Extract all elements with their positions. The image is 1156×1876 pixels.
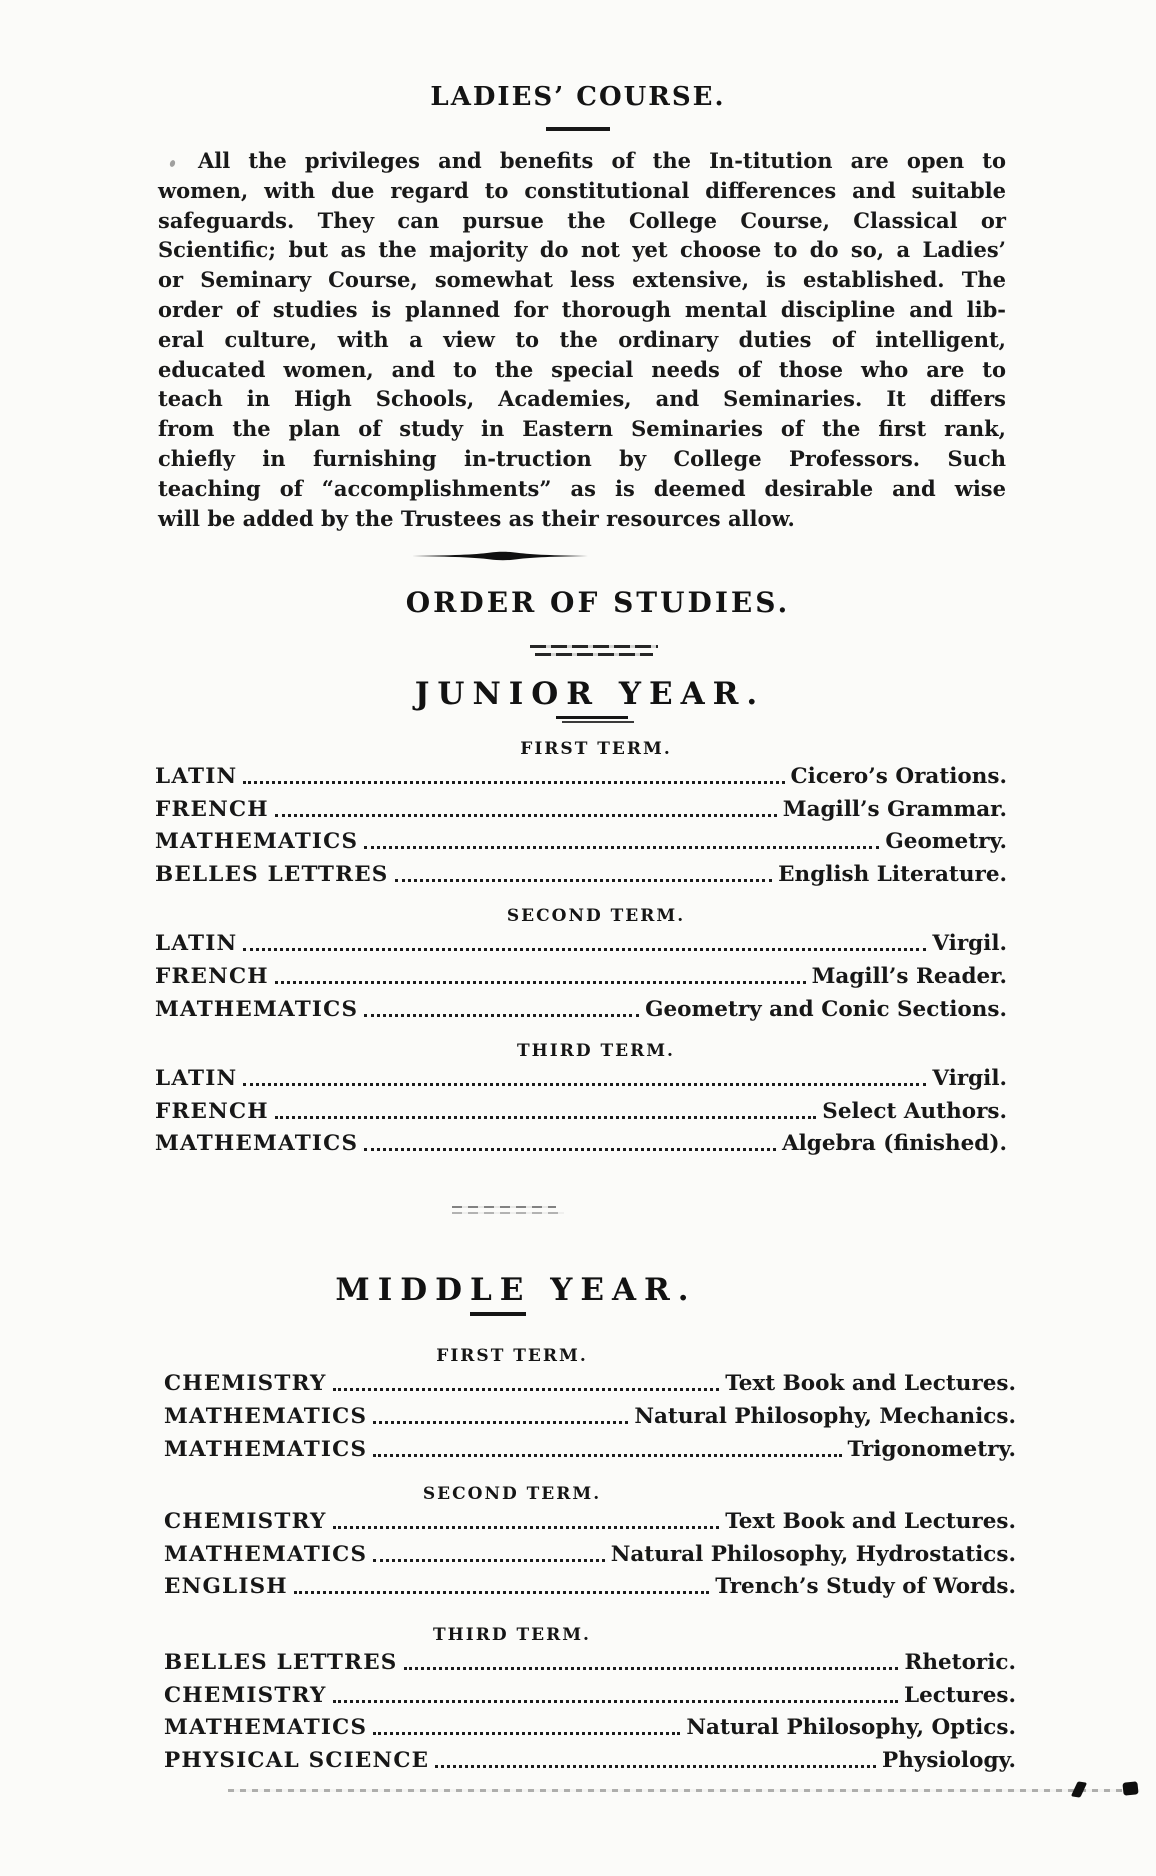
paragraph-line: chiefly in furnishing in-truction by College Professors. Such [158, 445, 1006, 471]
paragraph-line: eral culture, with a view to the ordinary duties of intelligent, [158, 326, 1006, 352]
course-title: Rhetoric. [904, 1650, 1016, 1676]
paragraph-line: from the plan of study in Eastern Seminaries of the first rank, [158, 416, 1006, 442]
term-heading: SECOND TERM. [422, 1484, 602, 1505]
course-row [164, 1371, 1016, 1404]
paragraph-line: women, with due regard to constitutional differences and suitable [158, 177, 1006, 203]
course-title: Geometry. [885, 829, 1007, 855]
dot-leader [373, 1715, 680, 1735]
dot-leader [333, 1683, 898, 1703]
course-row [155, 1099, 1007, 1132]
course-list [155, 764, 1007, 894]
course-title: Text Book and Lectures. [725, 1371, 1016, 1397]
course-subject: LATIN [155, 931, 238, 957]
course-row [155, 1131, 1007, 1164]
dot-leader [435, 1748, 876, 1768]
course-title: Magill’s Reader. [811, 964, 1007, 990]
paragraph-line: or Seminary Course, somewhat less extensive, is established. The [158, 267, 1006, 293]
dot-leader [373, 1542, 604, 1562]
course-row [164, 1437, 1016, 1470]
course-subject: MATHEMATICS [155, 996, 359, 1022]
dot-leader [243, 931, 926, 951]
dot-leader [294, 1574, 709, 1594]
paragraph-line: safeguards. They can pursue the College Course, Classical or [158, 207, 1006, 233]
middle-year-heading: MIDDLE YEAR. [335, 1271, 697, 1308]
course-title: Natural Philosophy, Hydrostatics. [610, 1541, 1016, 1567]
dot-leader [404, 1650, 899, 1670]
dot-leader [333, 1509, 720, 1529]
course-subject: FRENCH [155, 796, 269, 822]
course-subject: MATHEMATICS [164, 1541, 368, 1567]
course-title: Natural Philosophy, Optics. [686, 1715, 1016, 1741]
course-subject: BELLES LETTRES [155, 861, 389, 887]
course-row [164, 1748, 1016, 1781]
course-subject: FRENCH [155, 1098, 269, 1124]
paragraph-line: will be added by the Trustees as their resources allow. [158, 505, 795, 531]
faint-divider [452, 1206, 556, 1214]
course-title: Algebra (finished). [781, 1131, 1007, 1157]
course-subject: ENGLISH [164, 1574, 288, 1600]
dot-leader [333, 1371, 720, 1391]
course-row [155, 1066, 1007, 1099]
course-subject: MATHEMATICS [164, 1715, 368, 1741]
course-title: Magill’s Grammar. [782, 796, 1007, 822]
course-row [164, 1650, 1016, 1683]
course-list [164, 1650, 1016, 1780]
course-subject: MATHEMATICS [164, 1404, 368, 1430]
course-title: English Literature. [778, 861, 1007, 887]
course-title: Text Book and Lectures. [725, 1509, 1016, 1535]
course-subject: CHEMISTRY [164, 1371, 327, 1397]
course-title: Lectures. [903, 1682, 1016, 1708]
course-row [164, 1574, 1016, 1607]
course-row [155, 964, 1007, 997]
course-subject: FRENCH [155, 964, 269, 990]
term-heading: FIRST TERM. [436, 1346, 588, 1367]
course-subject: BELLES LETTRES [164, 1650, 398, 1676]
dot-leader [364, 829, 879, 849]
course-subject: MATHEMATICS [155, 829, 359, 855]
course-list [164, 1509, 1016, 1607]
dot-leader [243, 1066, 926, 1086]
course-subject: MATHEMATICS [164, 1436, 368, 1462]
term-heading: THIRD TERM. [517, 1041, 675, 1062]
course-row [164, 1509, 1016, 1542]
course-title: Virgil. [932, 1066, 1007, 1092]
term-heading: THIRD TERM. [433, 1625, 591, 1646]
course-subject: CHEMISTRY [164, 1509, 327, 1535]
tapered-divider [412, 547, 588, 559]
course-list [164, 1371, 1016, 1469]
term-heading: FIRST TERM. [520, 739, 672, 760]
course-title: Physiology. [882, 1747, 1016, 1773]
course-subject: LATIN [155, 1066, 238, 1092]
intro-paragraph [158, 146, 1006, 533]
paragraph-line: All the privileges and benefits of the In-titution are open to [198, 148, 1006, 173]
course-row [164, 1683, 1016, 1716]
course-title: Select Authors. [822, 1098, 1007, 1124]
paragraph-line: Scientific; but as the majority do not yet choose to do so, a Ladies’ [158, 237, 1006, 263]
course-title: Geometry and Conic Sections. [645, 996, 1007, 1022]
course-list [155, 1066, 1007, 1164]
junior-year-rule [556, 716, 628, 724]
dot-leader [395, 862, 773, 882]
order-of-studies-heading: ORDER OF STUDIES. [405, 586, 791, 620]
dot-leader [373, 1437, 841, 1457]
course-title: Natural Philosophy, Mechanics. [634, 1404, 1016, 1430]
junior-year-heading: JUNIOR YEAR. [414, 675, 766, 712]
course-row [164, 1404, 1016, 1437]
course-title: Cicero’s Orations. [790, 764, 1007, 790]
middle-year-rule [470, 1312, 526, 1317]
course-title: Virgil. [932, 931, 1007, 957]
dot-leader [373, 1404, 628, 1424]
course-row [155, 997, 1007, 1030]
title-rule [546, 127, 610, 131]
paragraph-line: order of studies is planned for thorough mental discipline and lib- [158, 296, 1006, 322]
course-row [164, 1542, 1016, 1575]
course-row [155, 862, 1007, 895]
course-row [164, 1715, 1016, 1748]
course-row [155, 797, 1007, 830]
dot-leader [275, 1099, 816, 1119]
course-subject: MATHEMATICS [155, 1131, 359, 1157]
dot-leader [275, 964, 806, 984]
course-title: Trench’s Study of Words. [715, 1574, 1016, 1600]
double-rule-divider [530, 645, 658, 655]
dot-leader [275, 797, 777, 817]
paragraph-line: teaching of “accomplishments” as is deemed desirable and wise [158, 475, 1006, 501]
term-heading: SECOND TERM. [506, 906, 686, 927]
course-subject: CHEMISTRY [164, 1682, 327, 1708]
course-subject: PHYSICAL SCIENCE [164, 1747, 430, 1773]
dot-leader [364, 1131, 776, 1151]
course-row [155, 764, 1007, 797]
paragraph-line: educated women, and to the special needs of those who are to [158, 356, 1006, 382]
dot-leader [243, 764, 784, 784]
course-row [155, 829, 1007, 862]
course-row [155, 931, 1007, 964]
course-subject: LATIN [155, 764, 238, 790]
paragraph-line: teach in High Schools, Academies, and Seminaries. It differs [158, 386, 1006, 412]
course-list [155, 931, 1007, 1029]
dot-leader [364, 997, 639, 1017]
page-title: LADIES’ COURSE. [430, 82, 726, 112]
course-title: Trigonometry. [847, 1436, 1016, 1462]
scan-artifact-line [228, 1789, 1140, 1795]
